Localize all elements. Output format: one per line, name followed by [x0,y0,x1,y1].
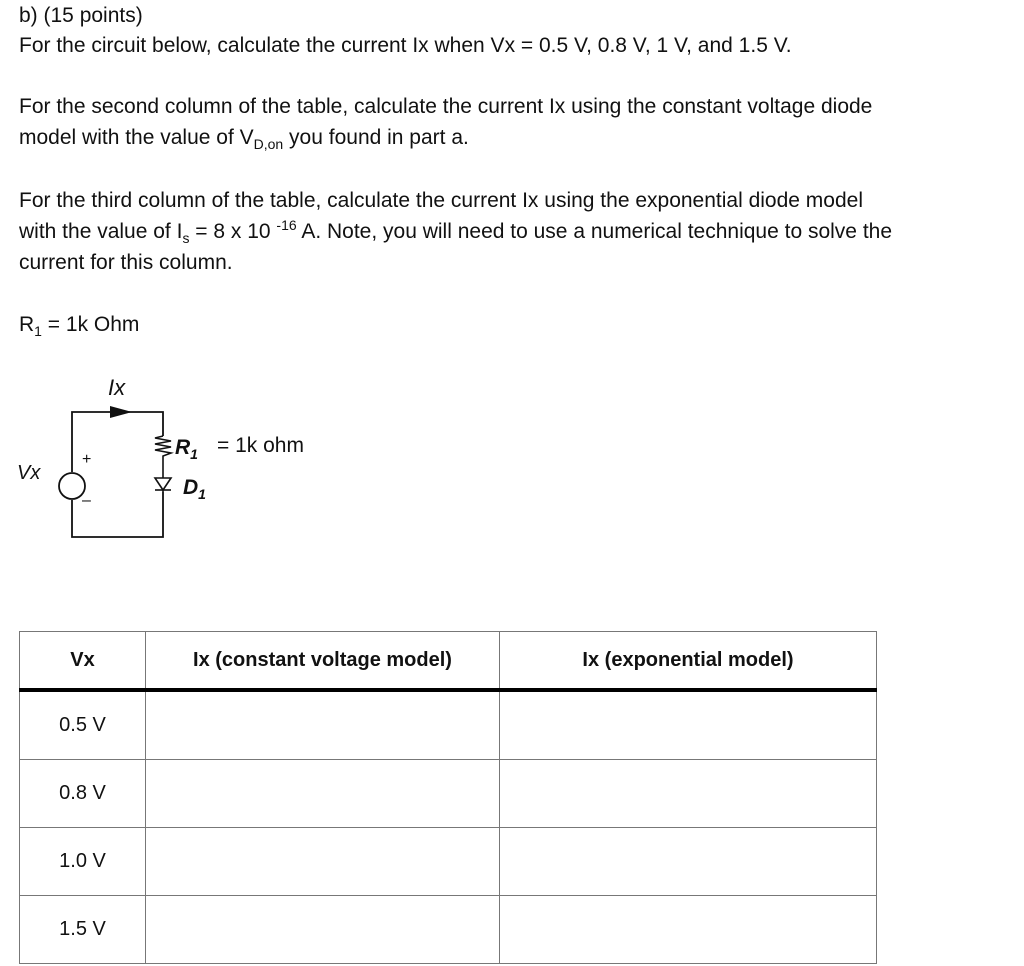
resistor-note [19,312,139,338]
para2-text-post: you found in part a. [283,126,469,149]
table-header-row [20,632,877,691]
vx-cell: 0.5 V [20,690,146,760]
resistor-value: = 1k ohm [217,434,304,457]
exponential-cell[interactable] [500,760,877,828]
problem-intro: For the circuit below, calculate the current Ix when Vx = 0.5 V, 0.8 V, 1 V, and 1.5 V. [19,34,792,57]
problem-heading: b) (15 points) [19,4,143,27]
table-row [20,760,877,828]
para3-text-post: A. Note, you will need to use a numerical technique to solve the [296,220,893,243]
table-row [20,828,877,896]
para3-text-mid: = 8 x 10 [189,220,277,243]
exponential-cell[interactable] [500,828,877,896]
resistor-note-sub: 1 [34,323,42,340]
para3-text-pre: with the value of I [19,220,183,243]
exponent-superscript: -16 [276,217,297,233]
exponential-cell[interactable] [500,690,877,760]
header-constant-voltage: Ix (constant voltage model) [146,632,500,691]
constant-voltage-cell[interactable] [146,828,500,896]
table-row [20,896,877,964]
vx-cell: 0.8 V [20,760,146,828]
vx-cell: 1.0 V [20,828,146,896]
is-subscript: s [182,230,190,247]
diode-icon [155,478,171,490]
resistor-icon [155,436,171,460]
current-arrow-icon [110,406,132,418]
plus-sign: + [82,451,92,468]
paragraph-2-line-1: For the second column of the table, calculate the current Ix using the constant voltage diode [19,95,873,118]
resistor-label: $R_1$ [175,436,198,462]
resistor-note-pre: R [19,313,35,336]
constant-voltage-cell[interactable] [146,760,500,828]
results-table [19,631,877,964]
vx-cell: 1.5 V [20,896,146,964]
para2-text-pre: model with the value of V [19,126,254,149]
paragraph-2-line-2 [19,125,469,151]
diode-label: $D_1$ [183,476,206,502]
paragraph-3-line-1: For the third column of the table, calculate the current Ix using the exponential diode model [19,189,863,212]
header-vx: Vx [20,632,146,691]
circuit-diagram [0,360,360,550]
constant-voltage-cell[interactable] [146,690,500,760]
current-label: Ix [108,375,126,400]
resistor-note-post: = 1k Ohm [41,313,140,336]
table-row [20,690,877,760]
exponential-cell[interactable] [500,896,877,964]
paragraph-3-line-2 [19,219,892,245]
paragraph-3-line-3: current for this column. [19,251,233,274]
minus-sign: – [82,492,91,509]
vdon-subscript: D,on [253,136,284,153]
source-label: Vx [17,462,41,484]
constant-voltage-cell[interactable] [146,896,500,964]
header-exponential: Ix (exponential model) [500,632,877,691]
